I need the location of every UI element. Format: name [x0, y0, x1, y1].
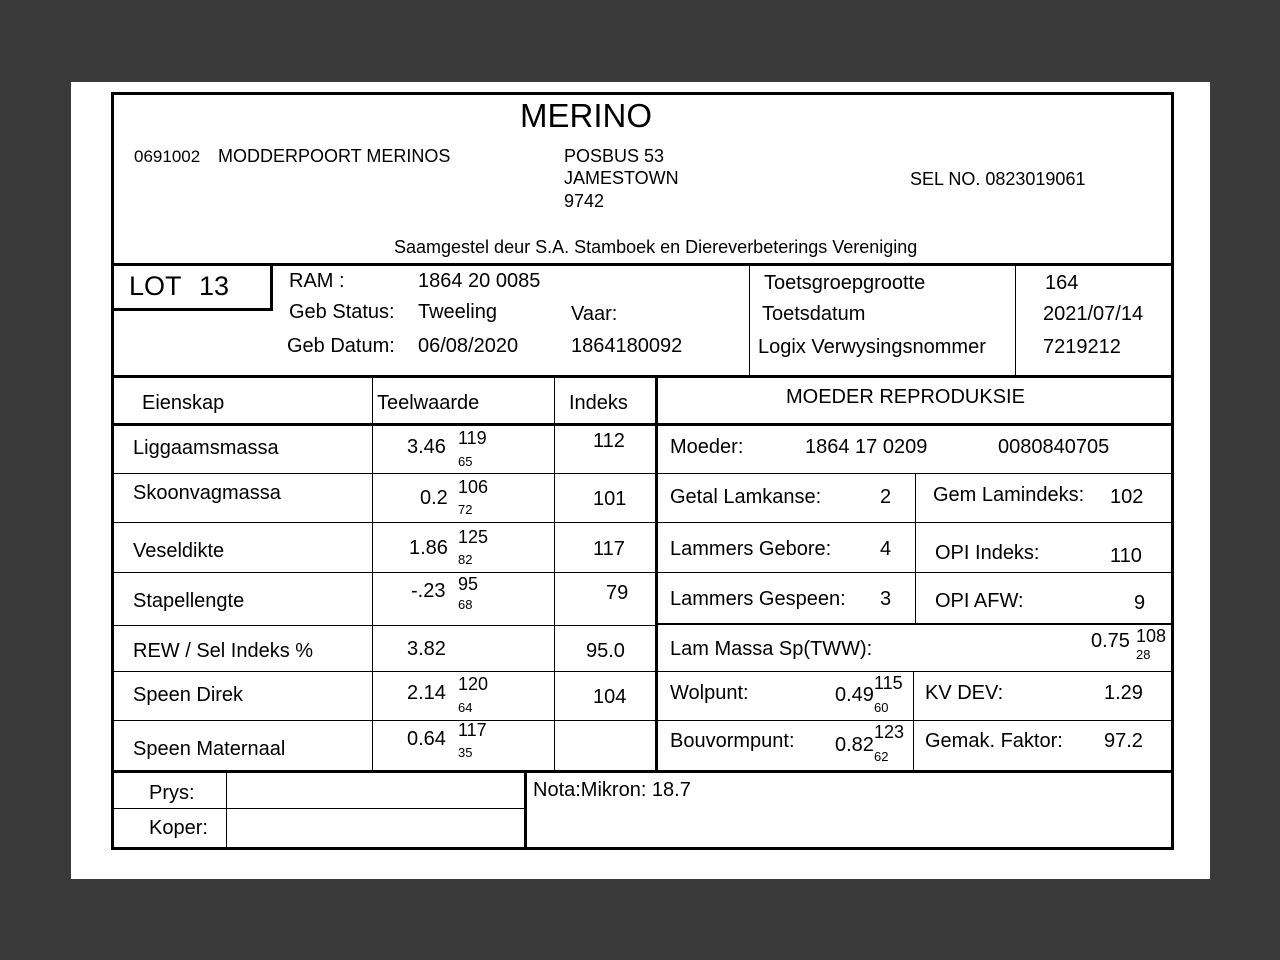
info-divider: [111, 375, 1174, 378]
opi-index-value: 110: [1110, 545, 1142, 567]
trait-sup: 120: [458, 674, 489, 694]
note-text: Nota:Mikron: 18.7: [533, 779, 691, 801]
trait-index: 101: [593, 488, 627, 510]
traits-row-line: [111, 522, 656, 523]
lamb-chances-label: Getal Lamkanse:: [670, 486, 822, 508]
trait-index: 79: [606, 582, 629, 604]
mother-row-line: [656, 671, 1173, 672]
trait-sub: 64: [458, 700, 473, 715]
test-box-left: [749, 264, 750, 376]
trait-name: Veseldikte: [133, 540, 225, 562]
lamb-mass-sup: 108: [1136, 626, 1167, 646]
conformation-sup: 123: [874, 722, 905, 742]
trait-name: REW / Sel Indeks %: [133, 640, 314, 662]
trait-index: 112: [593, 430, 625, 452]
lot-label: LOT: [129, 271, 182, 301]
lamb-mass-sub: 28: [1136, 647, 1151, 662]
mother-section-title: MOEDER REPRODUKSIE: [786, 386, 1025, 408]
trait-sub: 72: [458, 502, 473, 517]
cell-number: SEL NO. 0823019061: [910, 169, 1086, 189]
breed-title: MERINO: [520, 97, 652, 134]
avg-lamb-index-label: Gem Lamindeks:: [933, 484, 1085, 506]
birth-status-label: Geb Status:: [289, 301, 395, 323]
lot-number: 13: [199, 271, 230, 301]
conformation-sub: 62: [874, 749, 889, 764]
trait-sub: 35: [458, 745, 473, 760]
trait-sub: 82: [458, 552, 473, 567]
trait-index: 95.0: [586, 640, 625, 662]
trait-sub: 65: [458, 454, 473, 469]
ease-factor-value: 97.2: [1104, 730, 1143, 752]
trait-value: -.23: [411, 580, 446, 602]
wool-score-sup: 115: [874, 673, 903, 693]
border-bottom: [111, 847, 1174, 850]
trait-value: 3.82: [407, 638, 446, 660]
lambs-born-value: 4: [880, 538, 892, 560]
price-row-line: [111, 808, 525, 809]
logix-ref-label: Logix Verwysingsnommer: [758, 336, 986, 358]
lot-box-right: [270, 263, 273, 311]
footer-col-divider: [524, 772, 527, 848]
trait-sup: 119: [458, 428, 487, 448]
conformation-label: Bouvormpunt:: [670, 730, 795, 752]
opi-index-label: OPI Indeks:: [935, 542, 1040, 564]
mother-code: 0080840705: [998, 436, 1110, 458]
wool-score-sub: 60: [874, 700, 889, 715]
trait-name: Liggaamsmassa: [133, 437, 279, 459]
ease-factor-label: Gemak. Faktor:: [925, 730, 1063, 752]
opi-afw-label: OPI AFW:: [935, 590, 1024, 612]
traits-right: [655, 377, 658, 771]
opi-afw-value: 9: [1134, 592, 1146, 614]
avg-lamb-index-value: 102: [1110, 486, 1144, 508]
buyer-label: Koper:: [149, 817, 208, 839]
trait-sup: 125: [458, 527, 489, 547]
trait-name: Stapellengte: [133, 590, 245, 612]
wool-score-value: 0.49: [835, 684, 874, 706]
traits-row-line: [111, 473, 656, 474]
test-group-value: 164: [1045, 272, 1079, 294]
index-header: Indeks: [569, 392, 628, 414]
compiled-by: Saamgestel deur S.A. Stamboek en Diereverbeterings Vereniging: [394, 237, 918, 257]
breeder-name: MODDERPOORT MERINOS: [218, 146, 451, 166]
trait-value: 0.64: [407, 728, 446, 750]
border-left: [111, 92, 114, 850]
trait-header: Eienskap: [142, 392, 225, 414]
trait-name: Speen Maternaal: [133, 738, 286, 760]
trait-value: 0.2: [420, 487, 448, 509]
footer-divider: [111, 770, 1174, 773]
traits-header-bottom: [111, 423, 1174, 426]
kv-dev-label: KV DEV:: [925, 682, 1004, 704]
lambs-born-label: Lammers Gebore:: [670, 538, 832, 560]
border-right: [1171, 92, 1174, 850]
lamb-mass-label: Lam Massa Sp(TWW):: [670, 638, 873, 660]
wool-score-label: Wolpunt:: [670, 682, 749, 704]
mother-col-divider: [915, 474, 916, 623]
lambs-weaned-value: 3: [880, 588, 892, 610]
trait-index: 117: [593, 538, 625, 560]
trait-name: Skoonvagmassa: [133, 482, 281, 504]
breeder-code: 0691002: [134, 147, 201, 166]
trait-index: 104: [593, 686, 627, 708]
trait-sup: 106: [458, 477, 489, 497]
trait-value: 2.14: [407, 682, 446, 704]
birth-date-value: 06/08/2020: [418, 335, 519, 357]
lot-box-bottom: [111, 308, 273, 311]
value-header: Teelwaarde: [377, 392, 480, 414]
conformation-value: 0.82: [835, 734, 874, 756]
price-label-divider: [226, 772, 227, 848]
sire-value: 1864180092: [571, 335, 683, 357]
mother-col-divider: [913, 672, 914, 771]
mother-label: Moeder:: [670, 436, 744, 458]
ram-value: 1864 20 0085: [418, 270, 541, 292]
test-box-mid: [1015, 264, 1016, 376]
mother-id: 1864 17 0209: [805, 436, 928, 458]
birth-date-label: Geb Datum:: [287, 335, 395, 357]
trait-sup: 117: [458, 720, 487, 740]
traits-col-2: [554, 377, 555, 771]
trait-sup: 95: [458, 574, 479, 594]
traits-row-line: [111, 720, 656, 721]
address-line1: POSBUS 53: [564, 146, 665, 166]
traits-row-line: [111, 572, 656, 573]
test-group-label: Toetsgroepgrootte: [764, 272, 926, 294]
test-date-label: Toetsdatum: [762, 303, 866, 325]
traits-col-1: [372, 377, 373, 771]
kv-dev-value: 1.29: [1104, 682, 1143, 704]
address-line3: 9742: [564, 191, 605, 211]
lamb-mass-value: 0.75: [1091, 630, 1130, 652]
test-date-value: 2021/07/14: [1043, 303, 1144, 325]
lamb-chances-value: 2: [880, 486, 892, 508]
border-top: [111, 92, 1174, 95]
logix-ref-value: 7219212: [1043, 336, 1121, 358]
trait-sub: 68: [458, 597, 473, 612]
mother-row-line: [656, 623, 1173, 625]
ram-label: RAM :: [289, 270, 345, 292]
trait-name: Speen Direk: [133, 684, 244, 706]
address-line2: JAMESTOWN: [564, 168, 679, 188]
traits-row-line: [111, 671, 656, 672]
sire-label: Vaar:: [571, 303, 618, 325]
lambs-weaned-label: Lammers Gespeen:: [670, 588, 846, 610]
mother-row-line: [656, 720, 1173, 721]
trait-value: 3.46: [407, 436, 446, 458]
traits-row-line: [111, 625, 656, 626]
birth-status-value: Tweeling: [418, 301, 497, 323]
price-label: Prys:: [149, 782, 195, 804]
trait-value: 1.86: [409, 537, 448, 559]
